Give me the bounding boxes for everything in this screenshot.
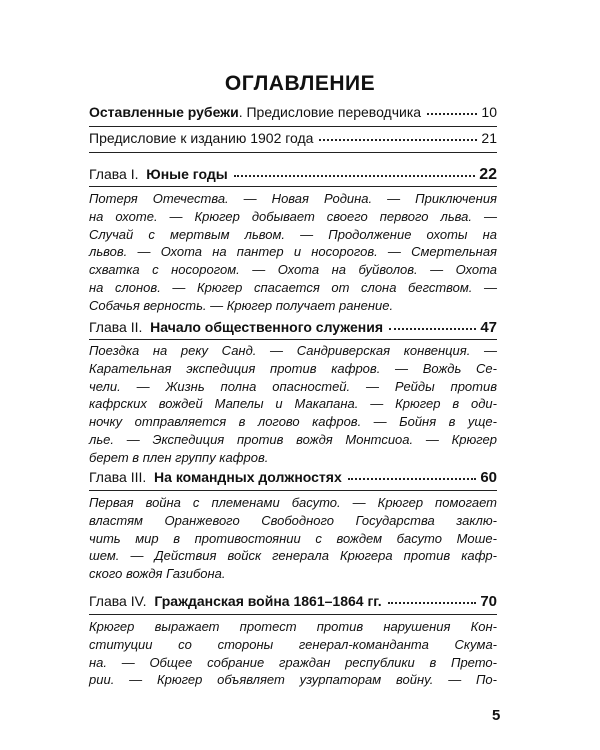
page-title: ОГЛАВЛЕНИЕ: [224, 72, 376, 95]
toc-entry-chapter-3[interactable]: [89, 469, 497, 486]
summary-line: ночку отправляется в логово кафров. — Бойня в уще-: [89, 414, 497, 430]
toc-entry-label: Предисловие к изданию 1902 года: [89, 130, 314, 146]
divider: [89, 339, 497, 340]
dot-leader: [427, 113, 477, 115]
summary-line: Случай с мертвым львом. — Продолжение охоты на: [89, 226, 497, 242]
summary-line: чить мир в противостоянии с вождем басуто Мошe-: [89, 530, 497, 546]
chapter-summary: [89, 342, 497, 467]
toc-page-number: 60: [480, 469, 497, 486]
summary-line: кафрских вождей Мапелы и Макапана. — Крюгер в оди-: [89, 396, 497, 412]
summary-line: схватка с носорогом. — Охота на буйволов. — Охота: [89, 262, 497, 278]
divider: [89, 490, 497, 491]
summary-line: ституции со стороны генерал-команданта Скума-: [89, 636, 497, 652]
summary-line: Карательная экспедиция против кафров. — Вождь Се-: [89, 360, 497, 376]
dot-leader: [389, 328, 476, 330]
toc-page-number: 21: [481, 130, 497, 146]
page-number: 5: [492, 707, 501, 724]
summary-line: шем. — Действия войск генерала Крюгера против кафр-: [89, 548, 497, 564]
chapter-summary: [89, 190, 497, 315]
divider: [89, 186, 497, 187]
toc-page-number: 47: [480, 319, 497, 336]
chapter-heading: Глава I. Юные годы: [89, 166, 228, 182]
summary-line: берет в плен группу кафров.: [89, 449, 269, 465]
summary-line: чели. — Жизнь полна опасностей. — Рейды против: [89, 378, 497, 394]
divider: [89, 152, 497, 153]
summary-line: на охоте. — Крюгер добывает своего первого льва. —: [89, 208, 497, 224]
summary-line: на. — Общее собрание граждан республики в Прето-: [89, 654, 497, 670]
summary-line: ского вождя Газибона.: [89, 566, 226, 582]
summary-line: Собачья верность. — Крюгер получает ранение.: [89, 297, 394, 313]
toc-page-number: 22: [479, 166, 497, 183]
chapter-heading: Глава II. Начало общественного служения: [89, 319, 383, 335]
summary-line: львов. — Охота на пантер и носорогов. — Смертельная: [89, 244, 497, 260]
summary-line: на слонов. — Крюгер спасается от слона бегством. —: [89, 279, 497, 295]
summary-line: рии. — Крюгер объявляет узурпаторам войну. — По-: [89, 672, 497, 688]
summary-line: Крюгер выражает протест против нарушения Кон-: [89, 619, 497, 634]
toc-page-number: 10: [481, 104, 497, 120]
toc-page-number: 70: [480, 593, 497, 610]
summary-line: Потеря Отечества. — Новая Родина. — Приключения: [89, 191, 497, 206]
dot-leader: [388, 602, 477, 604]
chapter-summary: [89, 494, 497, 583]
toc-entry-translator-preface[interactable]: [89, 104, 497, 120]
dot-leader: [348, 478, 477, 480]
summary-line: Первая война с племенами басуто. — Крюгер помогает: [89, 495, 497, 510]
toc-entry-chapter-2[interactable]: [89, 319, 497, 336]
chapter-summary: [89, 618, 497, 689]
toc-entry-label: Оставленные рубежи. Предисловие переводчика: [89, 104, 422, 120]
summary-line: властям Оранжевого Свободного Государства заклю-: [89, 512, 497, 528]
toc-entry-chapter-1[interactable]: [89, 166, 497, 184]
divider: [89, 126, 497, 127]
summary-line: лье. — Экспедиция против вождя Монтсиоа. — Крюгер: [89, 431, 497, 447]
dot-leader: [319, 139, 477, 141]
toc-entry-1902-preface[interactable]: [89, 130, 497, 146]
divider: [89, 614, 497, 615]
dot-leader: [234, 175, 476, 177]
summary-line: Поездка на реку Санд. — Сандриверская конвенция. —: [89, 343, 497, 358]
chapter-heading: Глава III. На командных должностях: [89, 469, 342, 485]
toc-entry-chapter-4[interactable]: [89, 593, 497, 610]
chapter-heading: Глава IV. Гражданская война 1861–1864 гг.: [89, 593, 382, 609]
